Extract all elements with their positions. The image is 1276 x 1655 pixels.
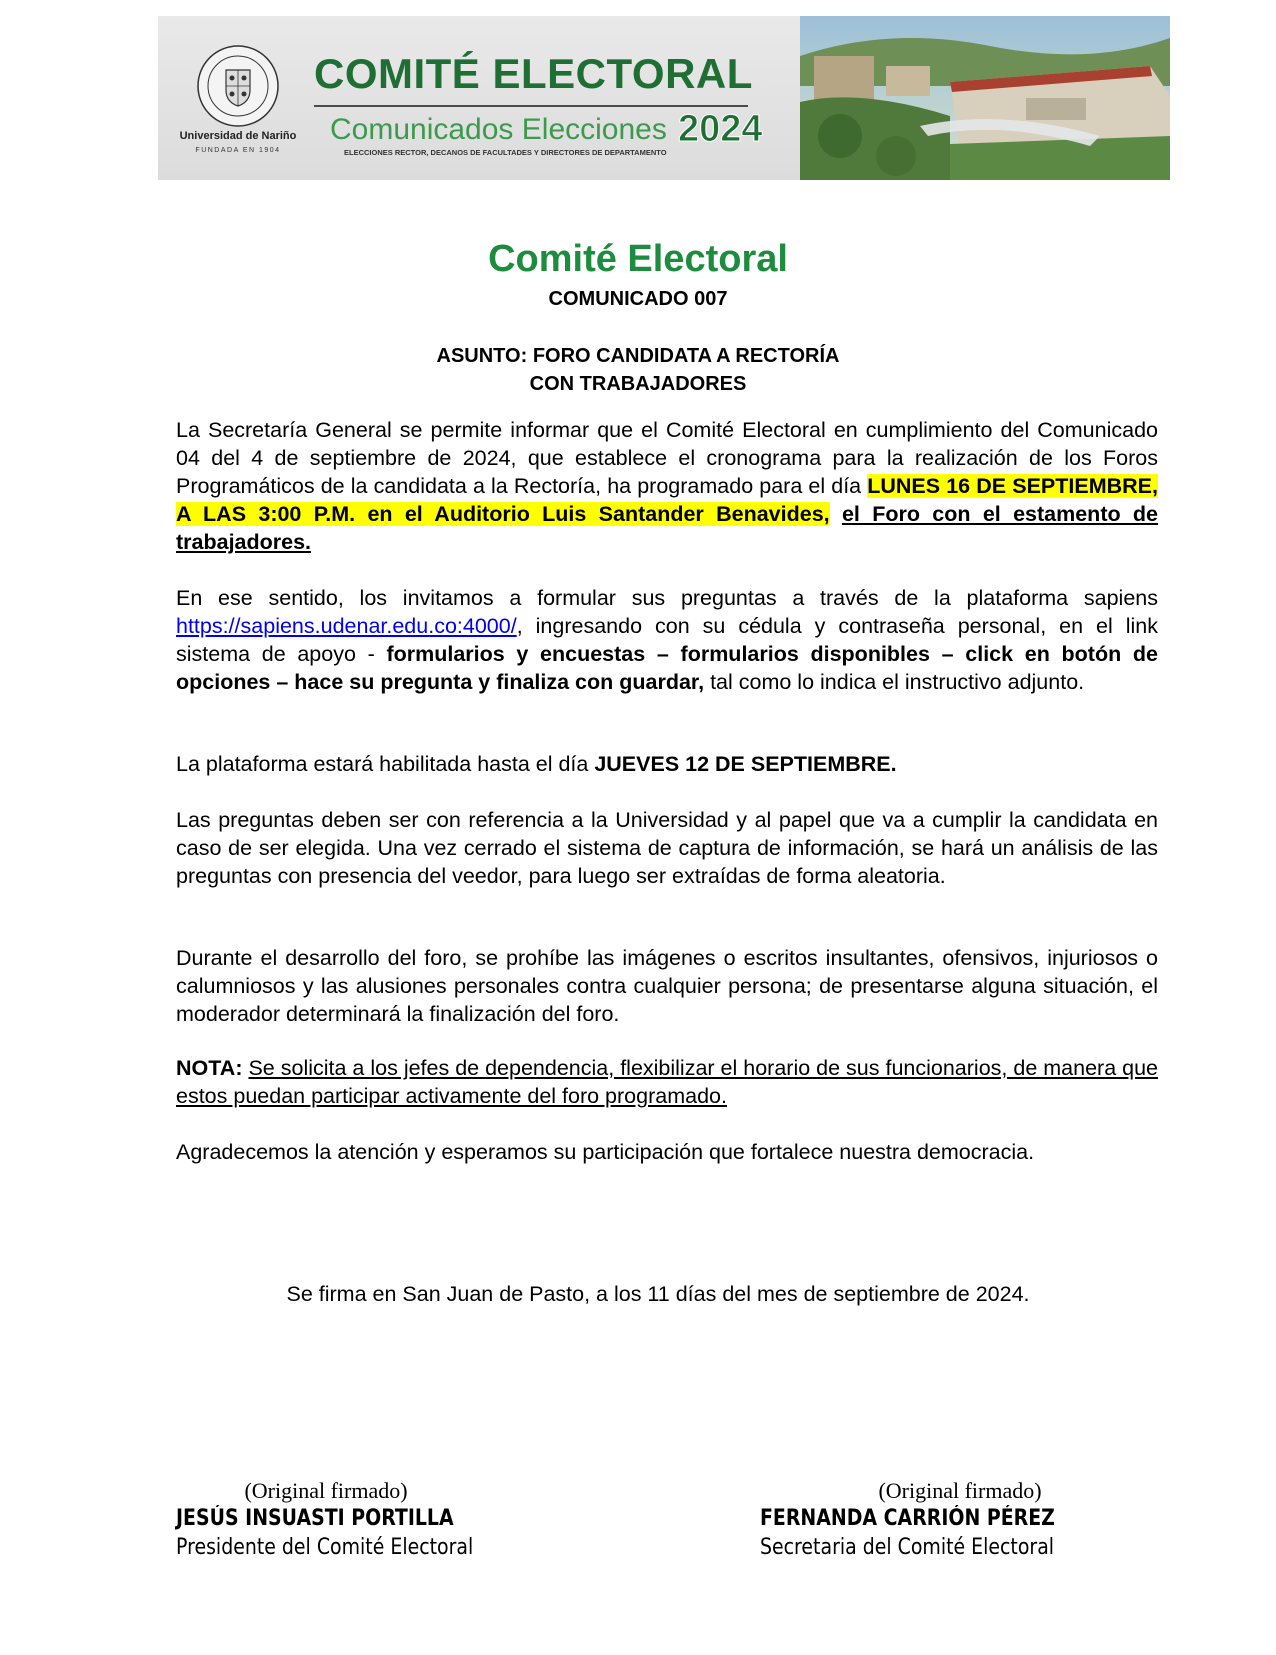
original-signed-note: (Original firmado) <box>878 1478 1042 1503</box>
signer-name: JESÚS INSUASTI PORTILLA <box>176 1506 454 1531</box>
original-signed-note: (Original firmado) <box>244 1478 408 1503</box>
p1-text: La Secretaría General se permite informar que el Comité Electoral en cumplimiento del Comunicado 04 del 4 de septiembre de 2024, que establece el cronograma para la realización de los Foros Programáticos de la candidata a la Rectoría, ha programado para el día <box>176 418 1158 498</box>
p1-emphasis: el Foro con el estamento de trabajadores. <box>176 502 1159 554</box>
note-label: NOTA: <box>176 1056 243 1080</box>
header-banner <box>158 16 1170 180</box>
paragraph-deadline <box>176 750 1158 778</box>
subject-line-1: ASUNTO: FORO CANDIDATA A RECTORÍA <box>436 345 840 367</box>
paragraph-thanks: Agradecemos la atención y esperamos su participación que fortalece nuestra democracia. <box>176 1140 1035 1164</box>
signature-secretary <box>760 1478 1160 1560</box>
university-seal-icon <box>196 44 280 128</box>
p3-date: JUEVES 12 DE SEPTIEMBRE. <box>594 752 897 776</box>
p2-text-2: , ingresando con su cédula y contraseña personal, en el link sistema de apoyo - <box>176 614 1158 666</box>
note-text: Se solicita a los jefes de dependencia, flexibilizar el horario de sus funcionarios, de manera que estos puedan participar activamente del foro programado. <box>176 1056 1158 1108</box>
signing-place-date: Se firma en San Juan de Pasto, a los 11 días del mes de septiembre de 2024. <box>286 1282 1030 1306</box>
p2-text-1: En ese sentido, los invitamos a formular sus preguntas a través de la plataforma sapiens <box>176 586 1158 610</box>
banner-divider <box>314 105 748 107</box>
banner-year: 2024 <box>678 108 763 150</box>
university-name: Universidad de Nariño <box>179 130 297 142</box>
paragraph-announcement <box>176 416 1158 556</box>
campus-photo <box>800 16 1170 180</box>
sapiens-link[interactable]: https://sapiens.udenar.edu.co:4000/ <box>176 614 517 638</box>
signer-role: Presidente del Comité Electoral <box>176 1535 474 1560</box>
signer-name: FERNANDA CARRIÓN PÉREZ <box>760 1506 1055 1531</box>
paragraph-note <box>176 1054 1158 1110</box>
page-title: Comité Electoral <box>488 238 788 280</box>
signature-president <box>176 1478 522 1560</box>
p1-highlight: LUNES 16 DE SEPTIEMBRE, A LAS 3:00 P.M. en el Auditorio Luis Santander Benavides, <box>176 474 1158 526</box>
paragraph-rules: Durante el desarrollo del foro, se prohíbe las imágenes o escritos insultantes, ofensivos, injuriosos o calumniosos y las alusiones personales contra cualquier persona; de presentarse alguna situación, el moderador determinará la finalización del foro. <box>176 946 1158 1026</box>
banner-title: COMITÉ ELECTORAL <box>314 50 753 97</box>
subject-heading <box>0 342 1276 398</box>
communique-number: COMUNICADO 007 <box>548 288 728 310</box>
banner-caption: ELECCIONES RECTOR, DECANOS DE FACULTADES Y DIRECTORES DE DEPARTAMENTO <box>344 148 667 157</box>
p2-steps: formularios y encuestas – formularios disponibles – click en botón de opciones – hace su pregunta y finaliza con guardar, <box>176 642 1158 694</box>
university-founded: FUNDADA EN 1904 <box>195 147 281 154</box>
p3-text: La plataforma estará habilitada hasta el día <box>176 752 595 776</box>
p2-text-3: tal como lo indica el instructivo adjunto. <box>704 670 1085 694</box>
paragraph-instructions <box>176 584 1158 696</box>
subject-line-2: CON TRABAJADORES <box>529 373 747 395</box>
paragraph-questions: Las preguntas deben ser con referencia a la Universidad y al papel que va a cumplir la candidata en caso de ser elegida. Una vez cerrado el sistema de captura de información, se hará un análisis de las preguntas con presencia del veedor, para luego ser extraídas de forma aleatoria. <box>176 808 1158 888</box>
banner-subtitle: Comunicados Elecciones <box>330 113 667 146</box>
signer-role: Secretaria del Comité Electoral <box>760 1535 1055 1560</box>
